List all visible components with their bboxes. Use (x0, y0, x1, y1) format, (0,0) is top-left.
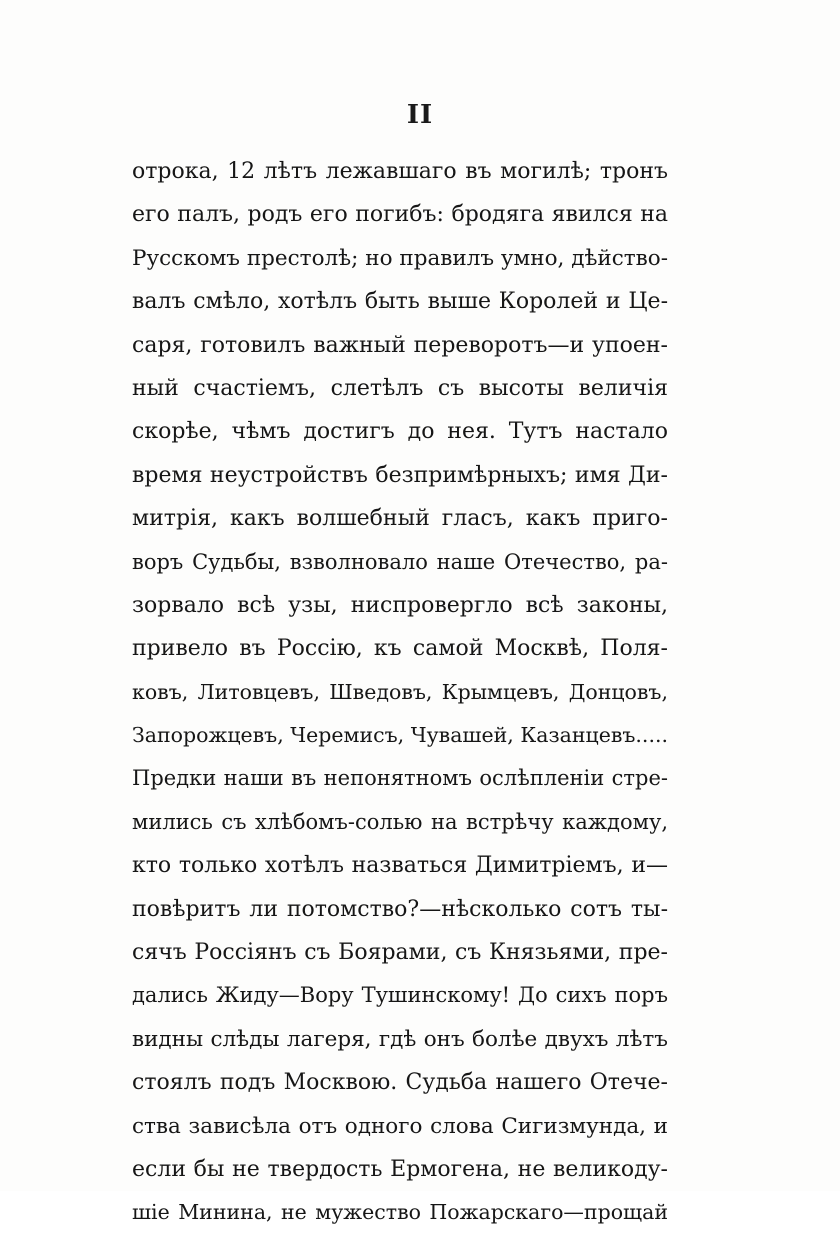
text-line: время неустройствъ безпримѣрныхъ; имя Ди- (132, 462, 668, 488)
text-line: Запорожцевъ, Черемисъ, Чувашей, Казанцевъ..... (132, 723, 668, 748)
text-line: видны слѣды лагеря, гдѣ онъ болѣе двухъ лѣтъ (132, 1026, 668, 1052)
text-line: дались Жиду—Вору Тушинскому! До сихъ поръ (132, 983, 668, 1008)
text-line: Предки наши въ непонятномъ ослѣпленіи стре- (132, 766, 668, 791)
text-line: митрія, какъ волшебный гласъ, какъ пригo- (132, 506, 668, 532)
text-line: Русскомъ престолѣ; но правилъ умно, дѣйство- (132, 245, 668, 271)
text-line: ковъ, Литовцевъ, Шведовъ, Крымцевъ, Донцовъ, (132, 679, 668, 704)
page-number: II (406, 100, 434, 130)
text-line: если бы не твердость Ермогена, не великоду- (132, 1156, 668, 1182)
text-line: ный счастіемъ, слетѣлъ съ высоты величія (132, 375, 668, 401)
text-line: кто только хотѣлъ назваться Димитріемъ, и— (132, 853, 668, 879)
text-line: воръ Судьбы, взволновало наше Отечество, ра- (132, 549, 668, 574)
text-line: валъ смѣло, хотѣлъ быть выше Королей и Це- (132, 289, 668, 315)
text-line: зорвало всѣ узы, ниспровергло всѣ законы, (132, 592, 668, 618)
text-line: шіе Минина, не мужество Пожарскаго—прощай (132, 1200, 668, 1225)
text-line: повѣритъ ли потомство?—нѣсколько сотъ ты- (132, 896, 668, 922)
text-line: его палъ, родъ его погибъ: бродяга явился на (132, 202, 668, 228)
text-line: ства зависѣла отъ одного слова Сигизмунда, и (132, 1113, 668, 1139)
text-line: стоялъ подъ Москвою. Судьба нашего Отече- (132, 1070, 668, 1096)
text-line: саря, готовилъ важный переворотъ—и упоен- (132, 332, 668, 358)
body-text (132, 150, 668, 1235)
text-line: сячъ Россіянъ съ Боярами, съ Князьями, пре- (132, 940, 668, 966)
text-line: привело въ Россію, къ самой Москвѣ, Поля- (132, 636, 668, 662)
text-line: скорѣе, чѣмъ достигъ до нея. Тутъ настало (132, 419, 668, 445)
text-line: мились съ хлѣбомъ-солью на встрѣчу каждому, (132, 809, 668, 834)
text-line: отрока, 12 лѣтъ лежавшаго въ могилѣ; тронъ (132, 159, 668, 184)
